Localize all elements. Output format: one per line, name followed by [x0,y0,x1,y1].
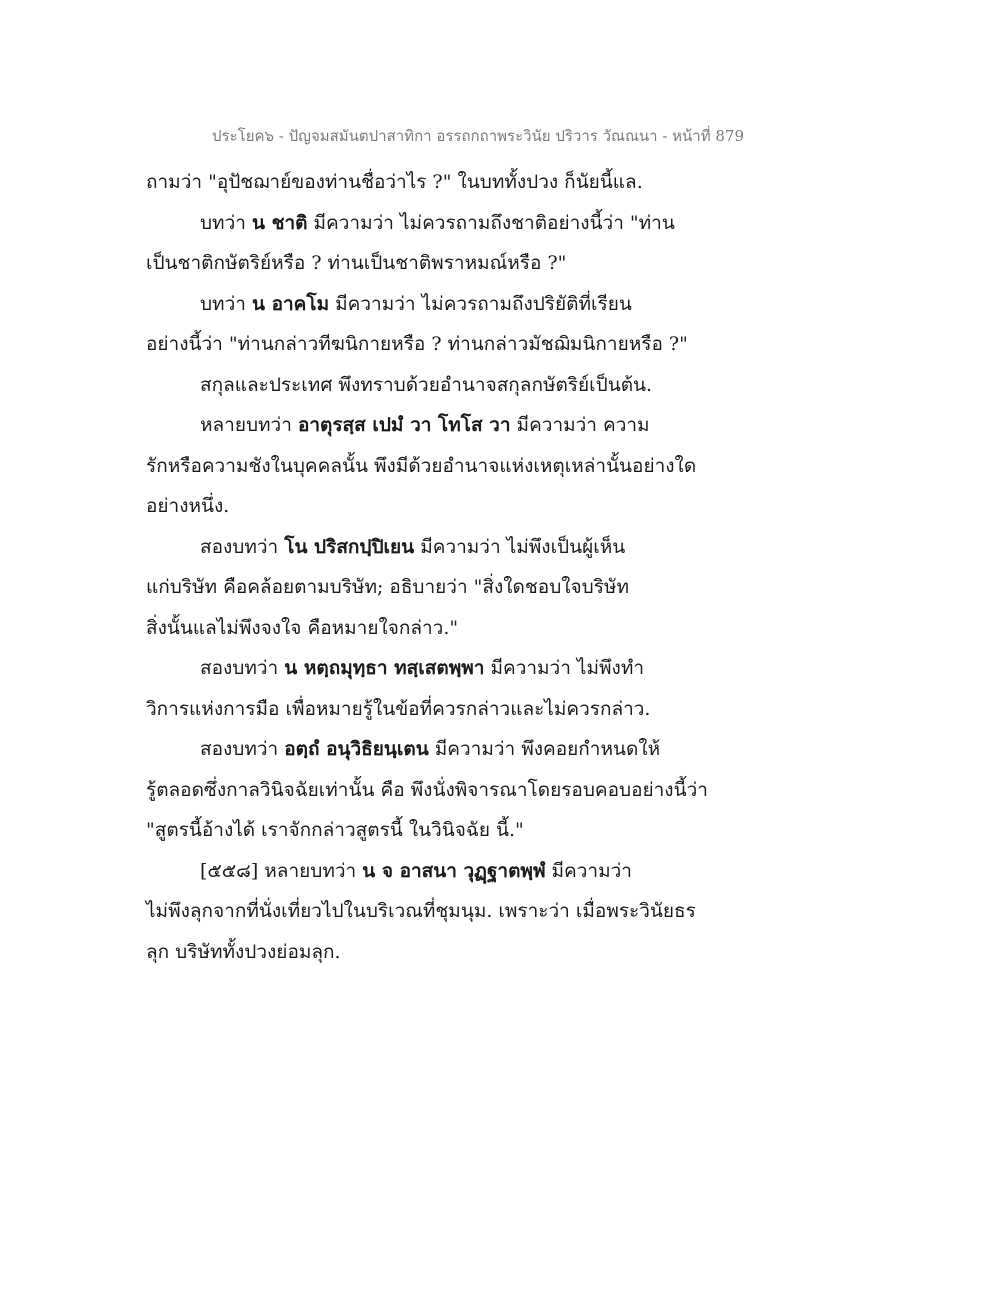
text-line [146,405,706,446]
pali-term: อาตุรสฺส เปมํ วา โทโส วา [297,414,511,436]
text-span: รู้ตลอดซึ่งกาลวินิจฉัยเท่านั้น คือ พึงนั่งพิจารณาโดยรอบคอบอย่างนี้ว่า [146,778,708,801]
text-line [146,162,706,203]
text-span: บทว่า [200,292,252,315]
text-span: [๕๕๘] หลายบทว่า [200,859,363,882]
text-span: สองบทว่า [200,657,285,679]
text-line [146,851,706,892]
text-span: มีความว่า ความ [510,414,650,436]
text-span: อย่างนี้ว่า "ท่านกล่าวทีฆนิกายหรือ ? ท่านกล่าวมัชฌิมนิกายหรือ ?" [146,333,688,355]
text-span: มีความว่า ไม่พึงทำ [484,657,645,679]
text-span: สองบทว่า [200,535,285,558]
text-span: ถามว่า "อุปัชฌาย์ของท่านชื่อว่าไร ?" ในบททั้งปวง ก็นัยนี้แล. [146,171,643,193]
text-span: วิการแห่งการมือ เพื่อหมายรู้ในข้อที่ควรกล่าวและไม่ควรกล่าว. [146,697,651,720]
text-span: มีความว่า พึงคอยกำหนดให้ [428,738,661,760]
text-span: ลุก บริษัททั้งปวงย่อมลุก. [146,940,341,963]
text-span: สิ่งนั้นแลไม่พึงจงใจ คือหมายใจกล่าว." [146,616,459,639]
text-line [146,446,706,487]
text-line [146,648,706,689]
text-line [146,486,706,527]
text-line [146,203,706,244]
pali-term: น อาคโม [251,292,330,315]
pali-term: อตฺถํ อนุวิธิยนฺเตน [284,738,429,760]
page-header: ประโยค๖ - ปัญจมสมันตปาสาทิกา อรรถกถาพระวินัย ปริวาร วัณณนา - หน้าที่ 879 [212,127,745,145]
body-text [146,162,706,972]
text-line [146,567,706,608]
text-line [146,891,706,932]
text-line [146,284,706,325]
text-span: ไม่พึงลุกจากที่นั่งเที่ยวไปในบริเวณที่ชุมนุม. เพราะว่า เมื่อพระวินัยธร [146,900,696,922]
text-line [146,810,706,851]
text-line [146,689,706,730]
text-line [146,608,706,649]
text-line [146,729,706,770]
text-span: มีความว่า [545,859,632,882]
text-span: สองบทว่า [200,738,285,760]
text-span: สกุลและประเทศ พึงทราบด้วยอำนาจสกุลกษัตริย์เป็นต้น. [200,373,653,396]
pali-term: โน ปริสกปฺปิเยน [284,535,415,558]
pali-term: น หตฺถมุทฺธา ทสฺเสตพฺพา [284,657,485,679]
text-span: อย่างหนึ่ง. [146,495,230,517]
text-span: มีความว่า ไม่พึงเป็นผู้เห็น [414,535,626,558]
text-span: มีความว่า ไม่ควรถามถึงชาติอย่างนี้ว่า "ท่าน [307,211,675,234]
text-span: รักหรือความชังในบุคคลนั้น พึงมีด้วยอำนาจแห่งเหตุเหล่านั้นอย่างใด [146,454,697,477]
pali-term: น จ อาสนา วุฏฺฐาตพฺพํ [362,859,546,882]
pali-term: น ชาติ [251,211,308,234]
text-span: มีความว่า ไม่ควรถามถึงปริยัติที่เรียน [329,292,632,315]
text-line [146,932,706,973]
text-span: บทว่า [200,211,252,234]
text-line [146,324,706,365]
text-span: แก่บริษัท คือคล้อยตามบริษัท; อธิบายว่า "สิ่งใดชอบใจบริษัท [146,576,629,598]
text-line [146,527,706,568]
text-line [146,365,706,406]
text-span: เป็นชาติกษัตริย์หรือ ? ท่านเป็นชาติพราหมณ์หรือ ?" [146,252,567,274]
text-span: หลายบทว่า [200,414,298,436]
text-span: "สูตรนี้อ้างได้ เราจักกล่าวสูตรนี้ ในวินิจฉัย นี้." [146,819,524,841]
text-line [146,770,706,811]
text-line [146,243,706,284]
